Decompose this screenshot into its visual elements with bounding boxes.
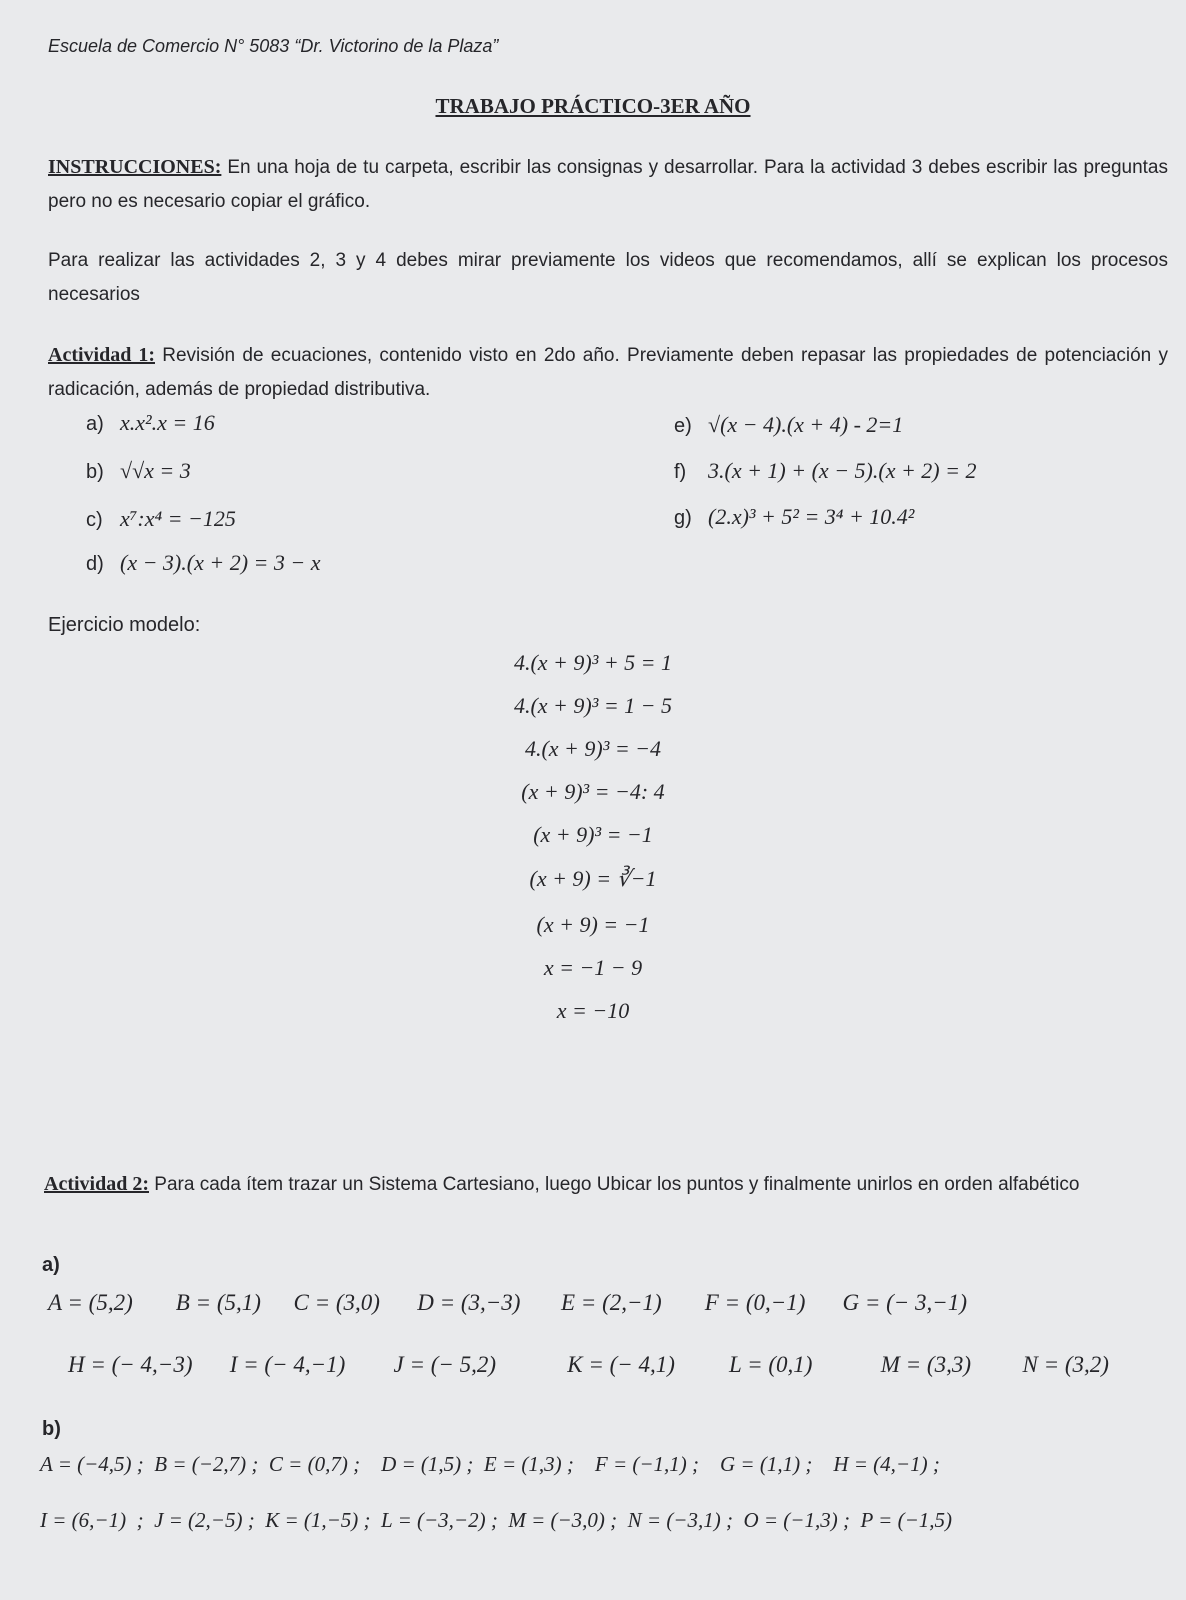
actividad2-paragraph (44, 1166, 1174, 1203)
item-key: g) (674, 507, 692, 529)
model-step: x = −1 − 9 (543, 955, 643, 980)
item-key: d) (86, 553, 104, 575)
point: L = (0,1) (729, 1352, 813, 1377)
model-step: 4.(x + 9)³ = −4 (524, 736, 662, 761)
point: I = (− 4,−1) (229, 1352, 346, 1377)
item-key: a) (86, 413, 104, 435)
equation: (2.x)³ + 5² = 3⁴ + 10.4² (708, 504, 915, 529)
point: M = (3,3) (880, 1352, 971, 1377)
item-key: f) (674, 461, 687, 483)
equation: √(x − 4).(x + 4) - 2=1 (708, 412, 904, 437)
instructions-label: INSTRUCCIONES: (48, 156, 222, 178)
model-step: (x + 9)³ = −4: 4 (521, 779, 665, 804)
equation: x⁷:x⁴ = −125 (120, 506, 236, 531)
points-row-a1 (48, 1290, 967, 1316)
equation-item-b (86, 458, 191, 484)
equation-item-c (86, 506, 236, 532)
school-header: Escuela de Comercio N° 5083 “Dr. Victorino de la Plaza” (48, 36, 499, 56)
page-title: TRABAJO PRÁCTICO-3ER AÑO (435, 94, 751, 118)
point: G = (− 3,−1) (842, 1290, 967, 1315)
equation-item-d (86, 550, 320, 576)
actividad2-label: Actividad 2: (44, 1173, 149, 1195)
videos-paragraph: Para realizar las actividades 2, 3 y 4 debes mirar previamente los videos que recomendamos, allí se explican los procesos necesarios (48, 250, 1168, 305)
point: F = (0,−1) (704, 1290, 806, 1315)
points-row-b2: I = (6,−1) ; J = (2,−5) ; K = (1,−5) ; L = (−3,−2) ; M = (−3,0) ; N = (−3,1) ; O = (−1,3) ; P = (−1,5) (40, 1508, 952, 1532)
point: K = (− 4,1) (567, 1352, 675, 1377)
equation-item-a (86, 410, 215, 436)
equation: (x − 3).(x + 2) = 3 − x (120, 550, 321, 575)
equation-item-f (674, 458, 976, 484)
equation-item-e (674, 412, 903, 438)
ejercicio-modelo-label: Ejercicio modelo: (48, 614, 201, 636)
point: J = (− 5,2) (393, 1352, 497, 1377)
point: D = (3,−3) (417, 1290, 521, 1315)
actividad1-paragraph (48, 338, 1168, 407)
point: B = (5,1) (175, 1290, 261, 1315)
model-step: (x + 9)³ = −1 (533, 822, 653, 847)
model-step: (x + 9) = −1 (536, 912, 650, 937)
point: N = (3,2) (1022, 1352, 1109, 1377)
point: A = (5,2) (48, 1290, 133, 1315)
model-step: 4.(x + 9)³ + 5 = 1 (513, 650, 673, 675)
points-row-b1: A = (−4,5) ; B = (−2,7) ; C = (0,7) ; D = (1,5) ; E = (1,3) ; F = (−1,1) ; G = (1,1) ; H = (4,−1) ; (40, 1452, 940, 1476)
model-step: 4.(x + 9)³ = 1 − 5 (513, 693, 673, 718)
model-step: (x + 9) = ∛−1 (529, 866, 657, 891)
points-row-a2 (68, 1352, 1109, 1378)
actividad1-label: Actividad 1: (48, 344, 155, 366)
equation-item-g (674, 504, 914, 530)
instructions-paragraph (48, 150, 1168, 219)
actividad2-text: Para cada ítem trazar un Sistema Cartesiano, luego Ubicar los puntos y finalmente unirlos en orden alfabético (149, 1174, 1080, 1195)
instructions-text: En una hoja de tu carpeta, escribir las consignas y desarrollar. Para la actividad 3 debes escribir las preguntas pero no es necesario copiar el gráfico. (48, 157, 1168, 212)
item-key: c) (86, 509, 103, 531)
point: C = (3,0) (293, 1290, 380, 1315)
section-b-label: b) (42, 1418, 61, 1440)
actividad1-text: Revisión de ecuaciones, contenido visto en 2do año. Previamente deben repasar las propiedades de potenciación y radicación, además de propiedad distributiva. (48, 345, 1168, 400)
equation: x.x².x = 16 (120, 410, 215, 435)
section-a-label: a) (42, 1254, 60, 1276)
point: H = (− 4,−3) (68, 1352, 193, 1377)
equation: 3.(x + 1) + (x − 5).(x + 2) = 2 (708, 458, 977, 483)
point: E = (2,−1) (561, 1290, 662, 1315)
equation: √√x = 3 (120, 458, 191, 483)
model-step: x = −10 (556, 998, 630, 1023)
item-key: e) (674, 415, 692, 437)
item-key: b) (86, 461, 104, 483)
